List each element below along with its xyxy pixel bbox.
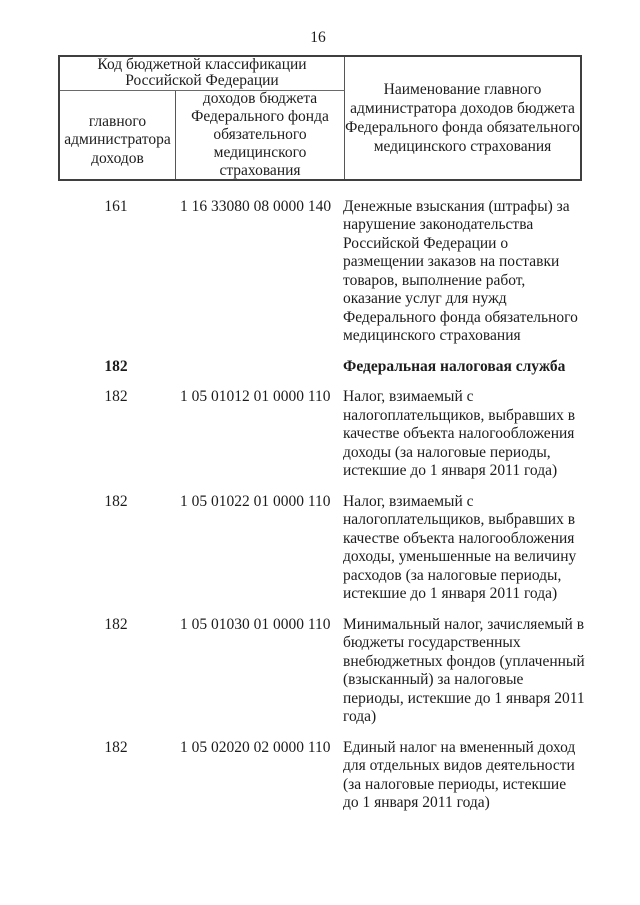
table-body [58, 198, 640, 813]
budget-code-cell: 1 05 01012 01 0000 110 [180, 388, 331, 405]
admin-code-cell: 182 [104, 738, 128, 756]
page-number: 16 [310, 29, 326, 46]
budget-code-cell [174, 358, 343, 377]
table-row [58, 358, 640, 377]
admin-code-cell: 182 [104, 615, 128, 633]
name-cell: Единый налог на вмененный доход для отдельных видов деятельности (за налоговые периоды, истекшие до 1 января 2011 года) [343, 738, 576, 811]
admin-code-cell: 182 [104, 492, 128, 510]
budget-code-cell: 1 05 01022 01 0000 110 [180, 492, 331, 510]
name-cell: Федеральная налоговая служба [343, 357, 566, 375]
header-administrator-name-column: Наименование главного администратора доходов бюджета Федерального фонда обязательного медицинского страхования [345, 80, 580, 155]
header-code-classification: Код бюджетной классификации Российской Федерации [60, 57, 345, 91]
budget-code-cell: 1 05 02020 02 0000 110 [180, 738, 331, 756]
name-cell: Налог, взимаемый с налогоплательщиков, выбравших в качестве объекта налогообложения доходы (за налоговые периоды, истекшие до 1 января 2011 года) [343, 388, 576, 479]
admin-code-cell: 161 [104, 197, 128, 215]
header-income-code-column: доходов бюджета Федерального фонда обязательного медицинского страхования [176, 91, 345, 179]
name-cell: Минимальный налог, зачисляемый в бюджеты государственных внебюджетных фондов (уплаченный (взысканный) за налоговые периоды, истекшие до 1 января 2011 года) [343, 615, 585, 725]
admin-code-cell: 182 [104, 357, 128, 375]
budget-code-cell: 1 05 01030 01 0000 110 [180, 615, 331, 633]
budget-code-cell: 1 16 33080 08 0000 140 [180, 197, 332, 215]
header-admin-code-column: главного администратора доходов [60, 91, 176, 179]
admin-code-cell: 182 [104, 388, 128, 405]
table-row [58, 388, 640, 481]
table-header [58, 55, 582, 181]
name-cell: Налог, взимаемый с налогоплательщиков, выбравших в качестве объекта налогообложения доходы, уменьшенные на величину расходов (за налоговые периоды, истекшие до 1 января 2011 года) [343, 492, 577, 602]
table-row [58, 493, 640, 604]
name-cell: Денежные взыскания (штрафы) за нарушение законодательства Российской Федерации о размещении заказов на поставки товаров, выполнение работ, оказание услуг для нужд Федерального фонда обязательного медицинского страхования [343, 197, 578, 344]
table-row [58, 616, 640, 727]
table-row [58, 198, 640, 346]
table-row [58, 739, 640, 813]
